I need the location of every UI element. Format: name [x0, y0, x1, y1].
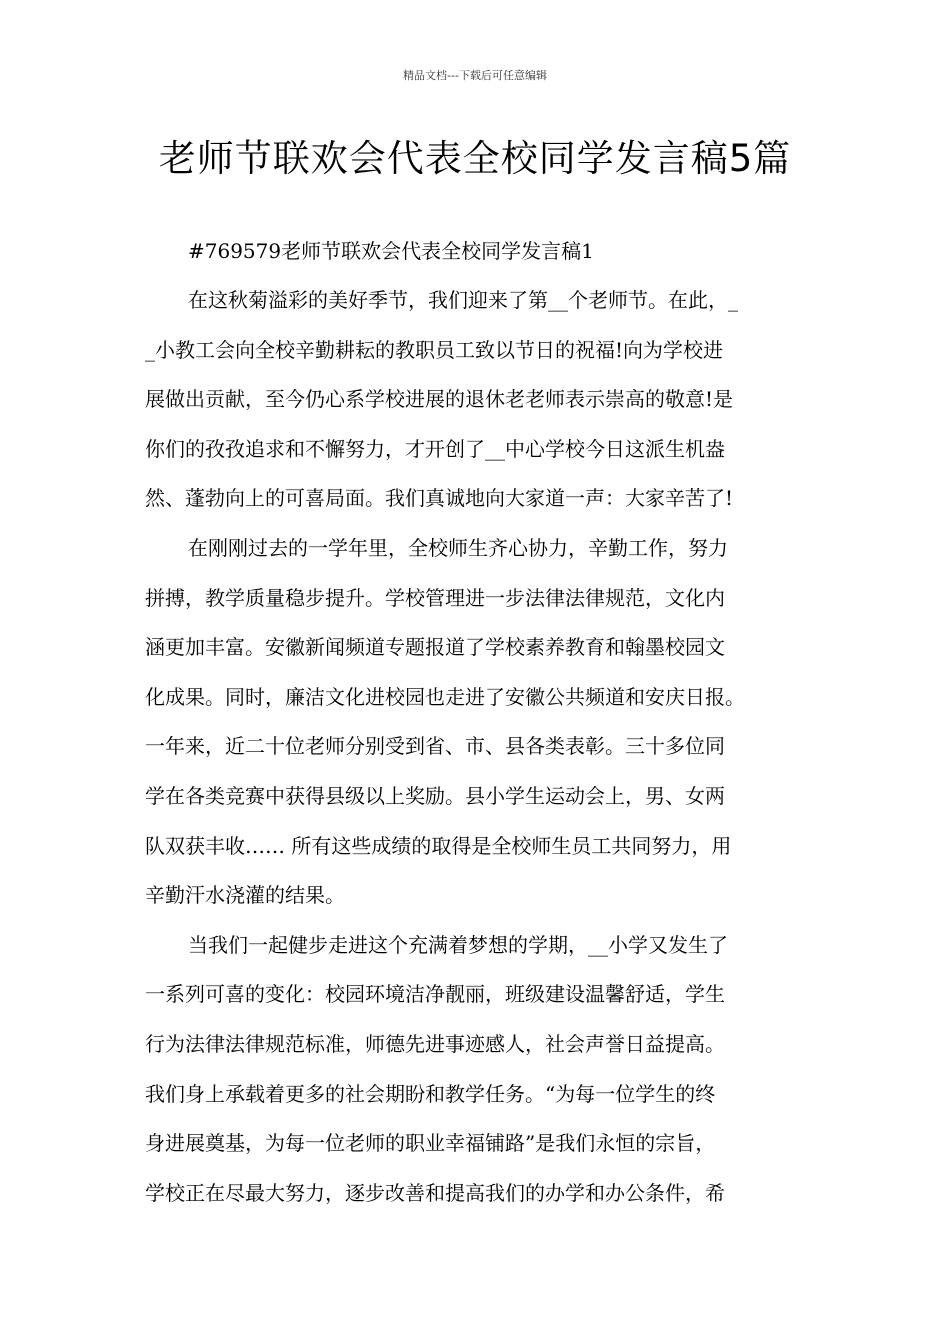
section-subheading: #769579老师节联欢会代表全校同学发言稿1 — [188, 239, 594, 263]
paragraph-line: 当我们一起健步走进这个充满着梦想的学期，__小学又发生了 — [188, 932, 728, 957]
paragraph-line: 我们身上承载着更多的社会期盼和教学任务。“为每一位学生的终 — [145, 1081, 716, 1106]
document-body — [145, 226, 820, 1218]
paragraph-2 — [145, 524, 820, 921]
paragraph-line: 学在各类竞赛中获得县级以上奖励。县小学生运动会上，男、女两 — [145, 783, 725, 808]
paragraph-line: 辛勤汗水浇灌的结果。 — [145, 883, 345, 908]
document-title: 老师节联欢会代表全校同学发言稿5篇 — [158, 137, 792, 180]
paragraph-line: 学校正在尽最大努力，逐步改善和提高我们的办学和办公条件，希 — [145, 1180, 725, 1205]
paragraph-line: 队双获丰收…… 所有这些成绩的取得是全校师生员工共同努力，用 — [145, 833, 732, 858]
paragraph-line: 一系列可喜的变化：校园环境洁净靓丽，班级建设温馨舒适，学生 — [145, 982, 725, 1007]
paragraph-line: 在刚刚过去的一学年里，全校师生齐心协力，辛勤工作，努力 — [188, 535, 728, 560]
paragraph-line: 在这秋菊溢彩的美好季节，我们迎来了第__个老师节。在此，_ — [188, 288, 738, 312]
paragraph-1 — [145, 276, 820, 524]
paragraph-line: 一年来，近二十位老师分别受到省、市、县各类表彰。三十多位同 — [145, 734, 725, 759]
paragraph-line: 涵更加丰富。安徽新闻频道专题报道了学校素养教育和翰墨校园文 — [145, 635, 725, 660]
paragraph-line: 行为法律法律规范标准，师德先进事迹感人，社会声誉日益提高。 — [145, 1031, 725, 1056]
paragraph-line: 你们的孜孜追求和不懈努力，才开创了__中心学校今日这派生机盎 — [145, 436, 725, 461]
paragraph-line: 然、蓬勃向上的可喜局面。我们真诚地向大家道一声：大家辛苦了! — [145, 486, 734, 511]
paragraph-line: 身进展奠基，为每一位老师的职业幸福铺路”是我们永恒的宗旨， — [145, 1131, 716, 1156]
paragraph-line: 化成果。同时，廉洁文化进校园也走进了安徽公共频道和安庆日报。 — [145, 684, 745, 709]
paragraph-3 — [145, 921, 820, 1219]
paragraph-line: 拼搏，教学质量稳步提升。学校管理进一步法律法律规范，文化内 — [145, 585, 725, 610]
paragraph-line: 展做出贡献，至今仍心系学校进展的退休老老师表示崇高的敬意!是 — [145, 387, 734, 412]
page-header-note: 精品文档---下载后可任意编辑 — [403, 69, 547, 82]
paragraph-line: _小教工会向全校辛勤耕耘的教职员工致以节日的祝福!向为学校进 — [145, 337, 724, 362]
